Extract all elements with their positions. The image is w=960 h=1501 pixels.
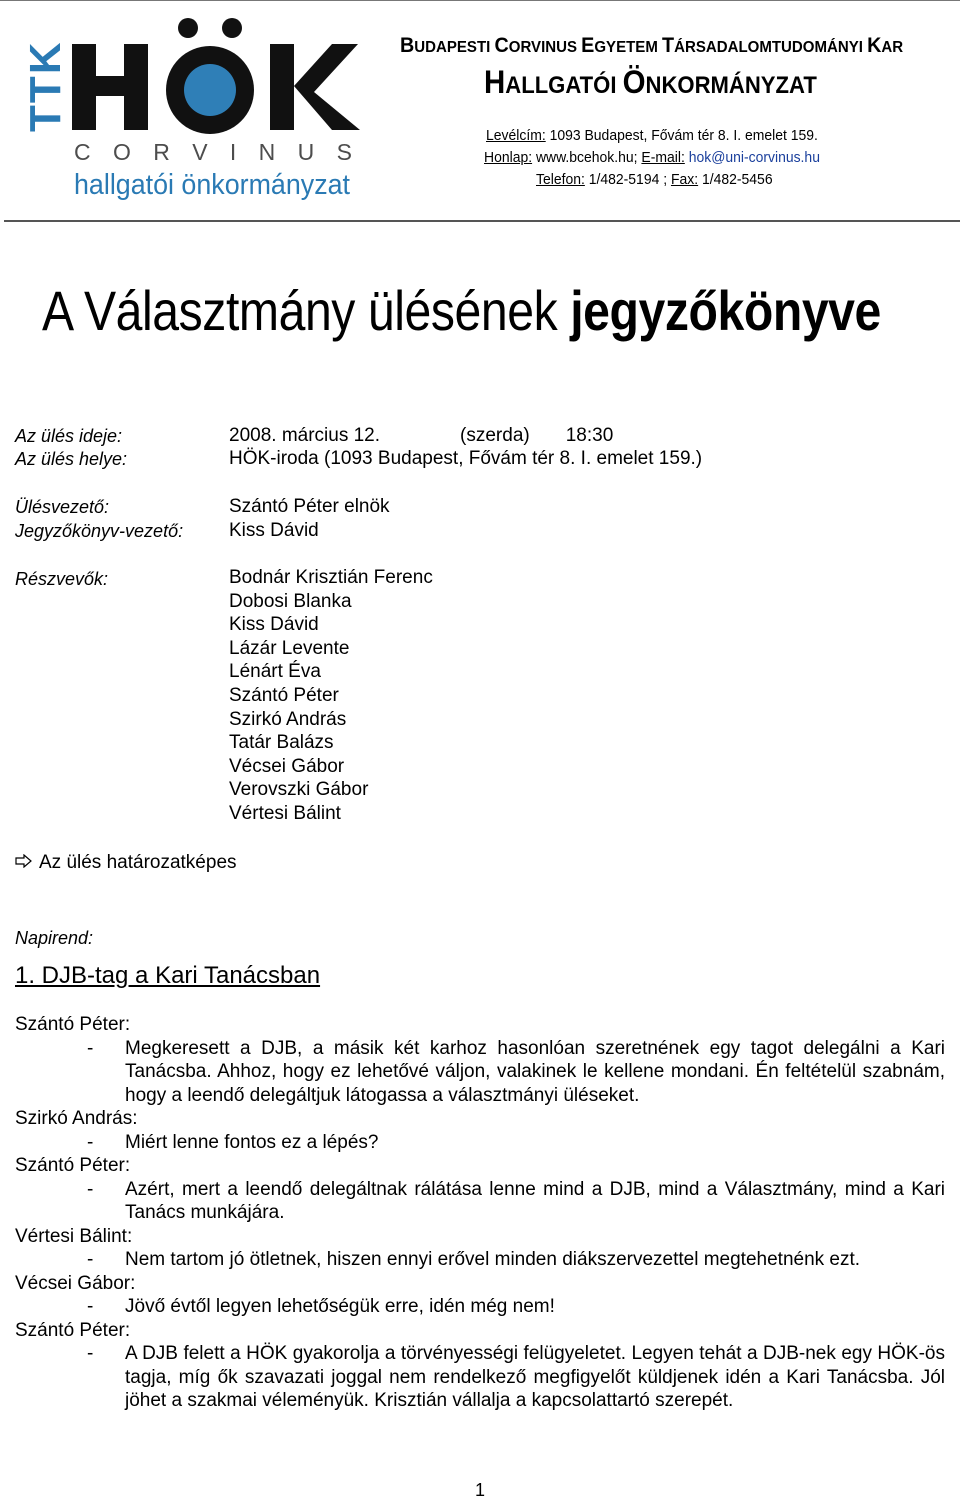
website-link[interactable]: www.bcehok.hu; bbox=[532, 149, 642, 166]
attendees-label: Részvevők: bbox=[15, 569, 109, 589]
contact-address: Levélcím: 1093 Budapest, Fővám tér 8. I. emelet 159. bbox=[486, 127, 818, 144]
speaker-name: Szirkó András: bbox=[15, 1108, 138, 1129]
attendee-item: Kiss Dávid bbox=[229, 614, 319, 636]
logo-sub-text: C O R V I N U S bbox=[74, 139, 352, 165]
hok-corvinus-logo bbox=[14, 14, 362, 210]
time-value: 2008. március 12. (szerda) 18:30 bbox=[229, 425, 614, 446]
agenda-item-heading: 1. DJB-tag a Kari Tanácsban bbox=[15, 962, 321, 989]
dash-bullet: - bbox=[87, 1037, 94, 1059]
speech-line bbox=[15, 1248, 945, 1272]
org-name-line-1: BUDAPESTI CORVINUS EGYETEM TÁRSADALOMTUDOMÁNYI KAR bbox=[400, 34, 904, 57]
logo-tagline: hallgatói önkormányzat bbox=[74, 169, 350, 201]
recorder-value: Kiss Dávid bbox=[229, 520, 319, 541]
dash-bullet: - bbox=[87, 1178, 94, 1200]
attendee-item: Verovszki Gábor bbox=[229, 779, 369, 801]
logo-side-text: TTK bbox=[21, 40, 70, 132]
quorum-note: Az ülés határozatképes bbox=[15, 852, 237, 874]
speaker-name: Szántó Péter: bbox=[15, 1319, 131, 1341]
arrow-right-icon bbox=[15, 852, 39, 874]
attendee-item: Vécsei Gábor bbox=[229, 755, 345, 777]
speech-line bbox=[15, 1178, 945, 1225]
org-name-line-2: HALLGATÓI ÖNKORMÁNYZAT bbox=[484, 64, 817, 100]
speech-text: Nem tartom jó ötletnek, hiszen ennyi erővel minden diákszervezettel megtehetnénk ezt. bbox=[125, 1249, 861, 1270]
place-value: HÖK-iroda (1093 Budapest, Fővám tér 8. I. emelet 159.) bbox=[229, 448, 703, 469]
agenda-label: Napirend: bbox=[15, 928, 94, 948]
transcript bbox=[15, 1013, 945, 1413]
contact-phone-fax: Telefon: 1/482-5194 ; Fax: 1/482-5456 bbox=[536, 171, 773, 188]
speech-line bbox=[15, 1037, 945, 1108]
attendee-item: Szirkó András bbox=[229, 708, 347, 730]
recorder-label: Jegyzőkönyv-vezető: bbox=[15, 521, 184, 541]
attendee-item: Bodnár Krisztián Ferenc bbox=[229, 567, 433, 588]
dash-bullet: - bbox=[87, 1131, 94, 1153]
speaker-name: Vécsei Gábor: bbox=[15, 1272, 136, 1294]
speech-text: Megkeresett a DJB, a másik két karhoz hasonlóan szeretnének egy tagot delegálni a Kari Tanácsba. Ahhoz, hogy ez lehetővé váljon, valakinek le kellene mondani. Én feltételül szabnám, hogy a leendő delegáltjuk látogassa a választmányi üléseket. bbox=[125, 1037, 945, 1106]
speech-line bbox=[15, 1342, 945, 1413]
attendee-item: Tatár Balázs bbox=[229, 732, 334, 754]
speech-line bbox=[15, 1131, 945, 1155]
speech-line bbox=[15, 1295, 945, 1319]
email-link[interactable]: hok@uni-corvinus.hu bbox=[684, 149, 820, 166]
speaker-name: Szántó Péter: bbox=[15, 1155, 131, 1176]
place-label: Az ülés helye: bbox=[15, 449, 128, 469]
dash-bullet: - bbox=[87, 1296, 94, 1317]
speech-text: A DJB felett a HÖK gyakorolja a törvényességi felügyeletet. Legyen tehát a DJB-nek egy HÖK-ös tagja, míg ők szavazati joggal nem rendelkező megfigyelőt küldjenek idén a Kari Tanácsba. Jól jöhet a szakmai véleményük. Krisztián vállalja a kapcsolattartó szerepét. bbox=[125, 1343, 945, 1411]
dash-bullet: - bbox=[87, 1249, 94, 1270]
chair-label: Ülésvezető: bbox=[15, 497, 110, 517]
header-rule bbox=[4, 220, 960, 222]
attendee-item: Dobosi Blanka bbox=[229, 590, 352, 612]
chair-value: Szántó Péter elnök bbox=[229, 496, 390, 517]
page-title: A Választmány ülésének jegyzőkönyve bbox=[42, 279, 881, 342]
speech-text: Miért lenne fontos ez a lépés? bbox=[125, 1131, 379, 1153]
speaker-name: Szántó Péter: bbox=[15, 1014, 131, 1035]
speaker-name: Vértesi Bálint: bbox=[15, 1225, 133, 1247]
contact-web-email: Honlap: www.bcehok.hu; E-mail: hok@uni-corvinus.hu bbox=[484, 149, 820, 166]
speech-text: Jövő évtől legyen lehetőségük erre, idén még nem! bbox=[125, 1296, 555, 1317]
attendees-list bbox=[229, 566, 433, 826]
attendee-item: Szántó Péter bbox=[229, 684, 339, 706]
attendee-item: Vértesi Bálint bbox=[229, 802, 341, 824]
attendee-item: Lázár Levente bbox=[229, 637, 350, 659]
speech-text: Azért, mert a leendő delegáltnak rálátása lenne mind a DJB, mind a Választmány, mind a Kari Tanács munkájára. bbox=[125, 1178, 945, 1223]
page-number: 1 bbox=[474, 1480, 485, 1500]
dash-bullet: - bbox=[87, 1343, 94, 1364]
time-label: Az ülés ideje: bbox=[15, 426, 123, 446]
top-rule bbox=[0, 0, 960, 1]
attendee-item: Lénárt Éva bbox=[229, 661, 321, 683]
